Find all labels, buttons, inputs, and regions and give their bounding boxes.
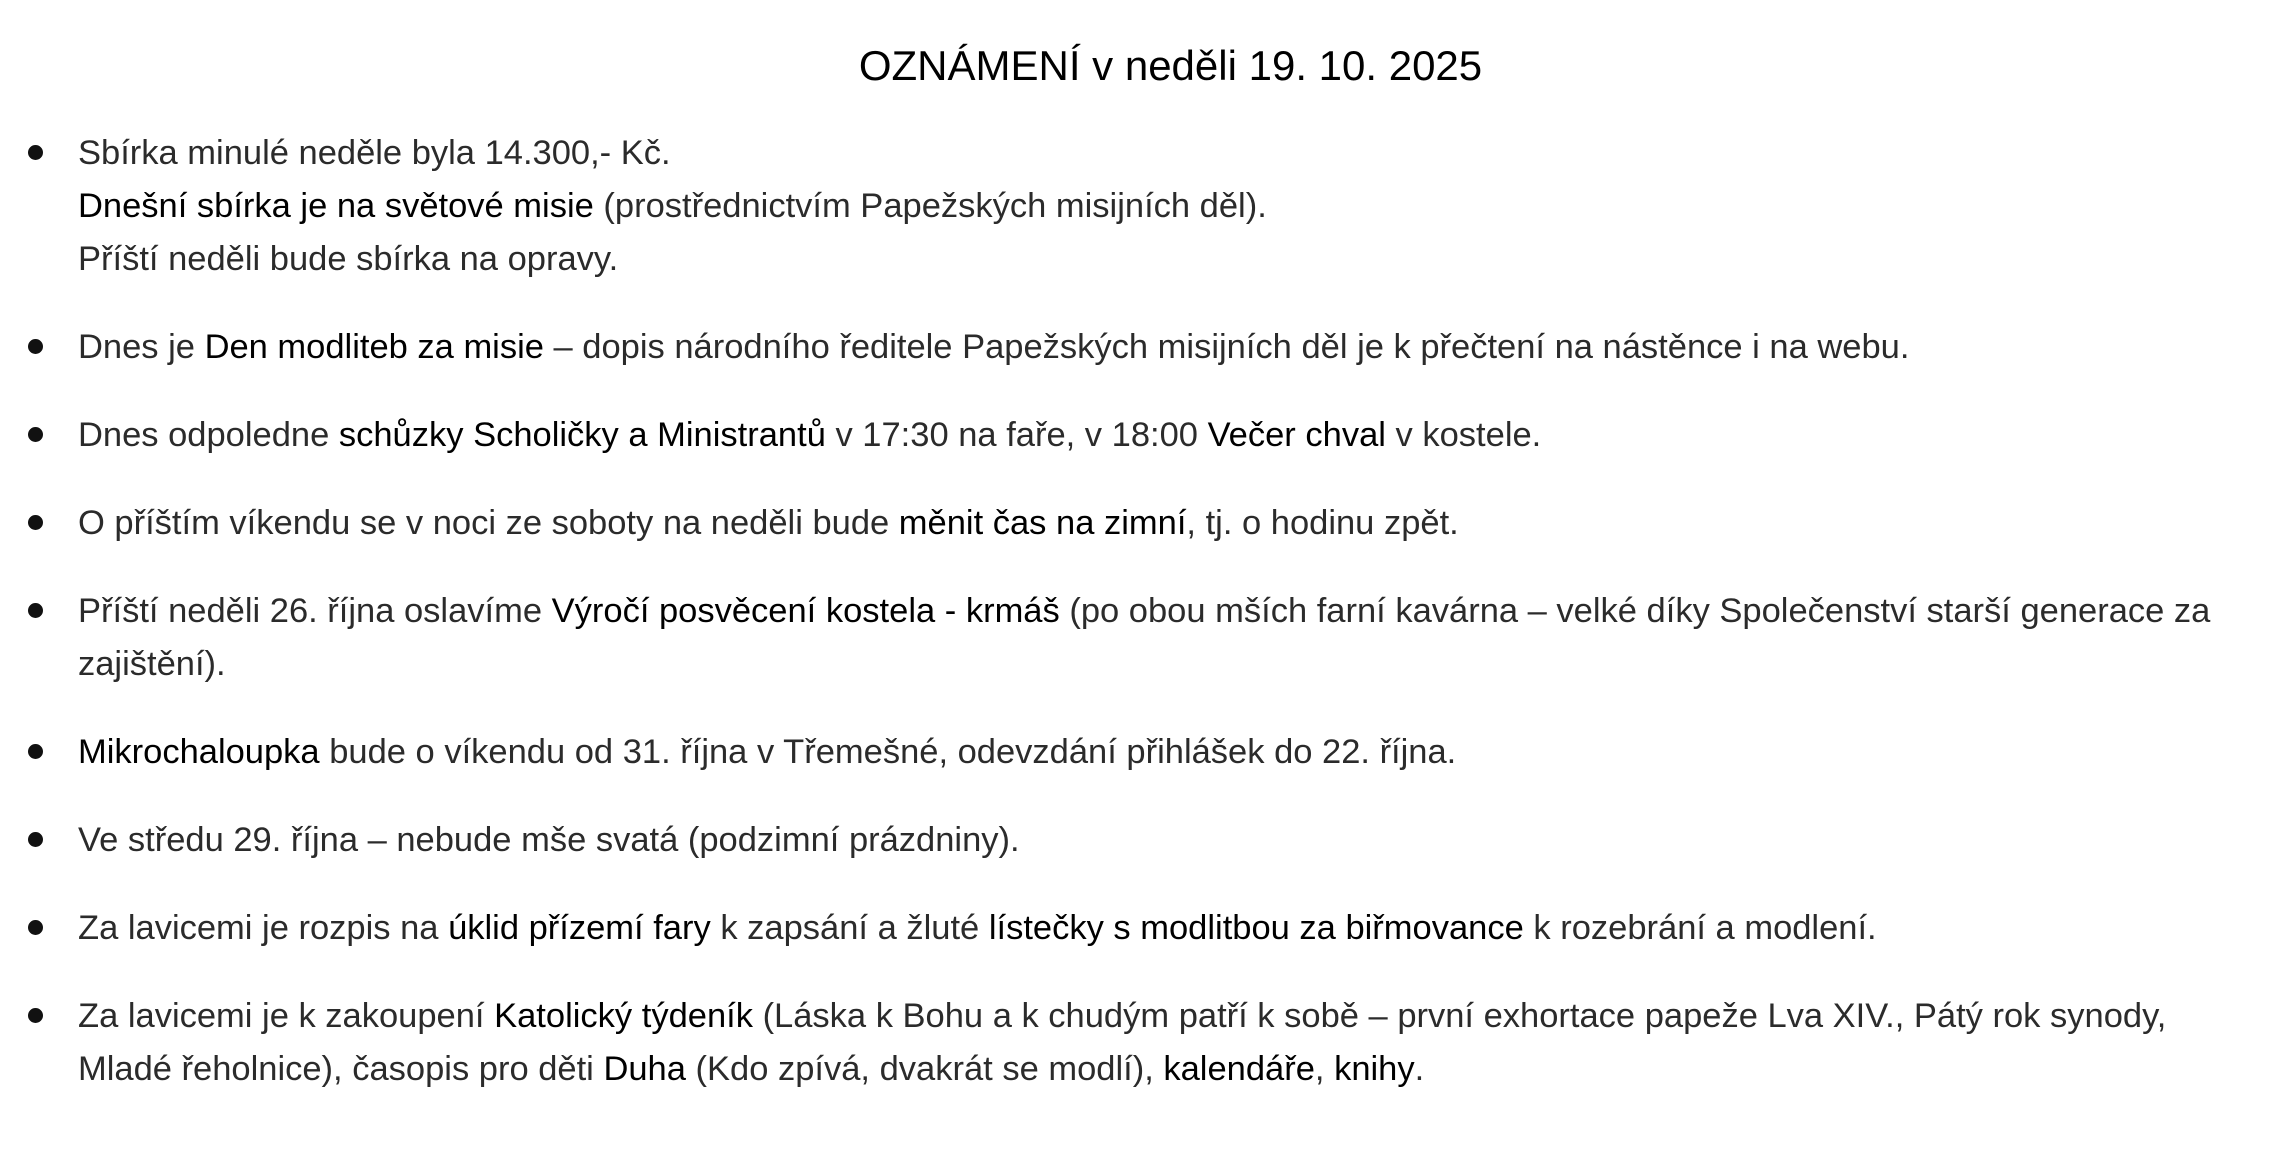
item-text: (Láska k Bohu a k chudým patří k sobě – první exhortace papeže Lva XIV., Pátý rok synody, Mladé řeholnice), časopis pro děti [78, 996, 2167, 1088]
item-text: bude o víkendu od 31. října v Třemešné, odevzdání přihlášek do 22. října. [319, 732, 1457, 771]
item-bold-text: Večer chval [1207, 415, 1386, 454]
item-bold-text: Dnešní sbírka je na světové misie [78, 186, 594, 225]
item-bold-text: Duha [603, 1049, 686, 1088]
bullet-icon [28, 832, 43, 847]
list-item-anniversary [28, 585, 2253, 691]
item-text: O příštím víkendu se v noci ze soboty na neděli bude [78, 503, 899, 542]
item-text: Za lavicemi je k zakoupení [78, 996, 495, 1035]
item-text: (Kdo zpívá, dvakrát se modlí), [685, 1049, 1164, 1088]
list-item-cleaning [28, 902, 2253, 955]
item-text: (po obou mších farní kavárna – velké díky Společenství starší generace za zajištění). [78, 591, 2211, 683]
bullet-icon [28, 1008, 43, 1023]
item-text: k rozebrání a modlení. [1523, 908, 1877, 947]
item-bold-text: Katolický týdeník [494, 996, 753, 1035]
item-text: Dnes je [78, 327, 205, 366]
page-title: OZNÁMENÍ v neděli 19. 10. 2025 [858, 42, 1483, 89]
item-text: v 17:30 na faře, v 18:00 [825, 415, 1208, 454]
item-bold-text: schůzky Scholičky a Ministrantů [338, 415, 826, 454]
bullet-icon [28, 427, 43, 442]
bullet-icon [28, 145, 43, 160]
item-bold-text: lístečky s modlitbou za biřmovance [988, 908, 1524, 947]
item-text: Příští neděli 26. října oslavíme [78, 591, 552, 630]
bullet-icon [28, 339, 43, 354]
item-bold-text: kalendáře [1163, 1049, 1315, 1088]
item-text: (prostřednictvím Papežských misijních děl). [593, 186, 1267, 225]
item-text: , tj. o hodinu zpět. [1186, 503, 1459, 542]
item-text: Příští neděli bude sbírka na opravy. [78, 239, 619, 278]
item-bold-text: Výročí posvěcení kostela - krmáš [551, 591, 1060, 630]
list-item-meetings [28, 409, 2253, 462]
item-text: Ve středu 29. října – nebude mše svatá (podzimní prázdniny). [78, 820, 1020, 859]
item-bold-text: Den modliteb za misie [204, 327, 544, 366]
item-text: – dopis národního ředitele Papežských misijních děl je k přečtení na nástěnce i na webu. [543, 327, 1910, 366]
list-item-collection [28, 127, 2253, 286]
item-text: . [1414, 1049, 1425, 1088]
list-item-mission-day [28, 321, 2253, 374]
item-text: k zapsání a žluté [710, 908, 989, 947]
item-text: v kostele. [1385, 415, 1542, 454]
list-item-press [28, 990, 2253, 1096]
announcement-list [28, 127, 2253, 1096]
bullet-icon [28, 920, 43, 935]
item-bold-text: úklid přízemí fary [448, 908, 711, 947]
item-bold-text: Mikrochaloupka [78, 732, 320, 771]
list-item-time-change [28, 497, 2253, 550]
item-bold-text: měnit čas na zimní [898, 503, 1187, 542]
bullet-icon [28, 515, 43, 530]
list-item-mikrochaloupka [28, 726, 2253, 779]
list-item-no-mass [28, 814, 2253, 867]
item-bold-text: knihy [1334, 1049, 1415, 1088]
item-text: Sbírka minulé neděle byla 14.300,- Kč. [78, 133, 671, 172]
bullet-icon [28, 603, 43, 618]
bullet-icon [28, 744, 43, 759]
item-text: Za lavicemi je rozpis na [78, 908, 449, 947]
item-text: , [1314, 1049, 1335, 1088]
item-text: Dnes odpoledne [78, 415, 339, 454]
item-text [78, 180, 2253, 233]
